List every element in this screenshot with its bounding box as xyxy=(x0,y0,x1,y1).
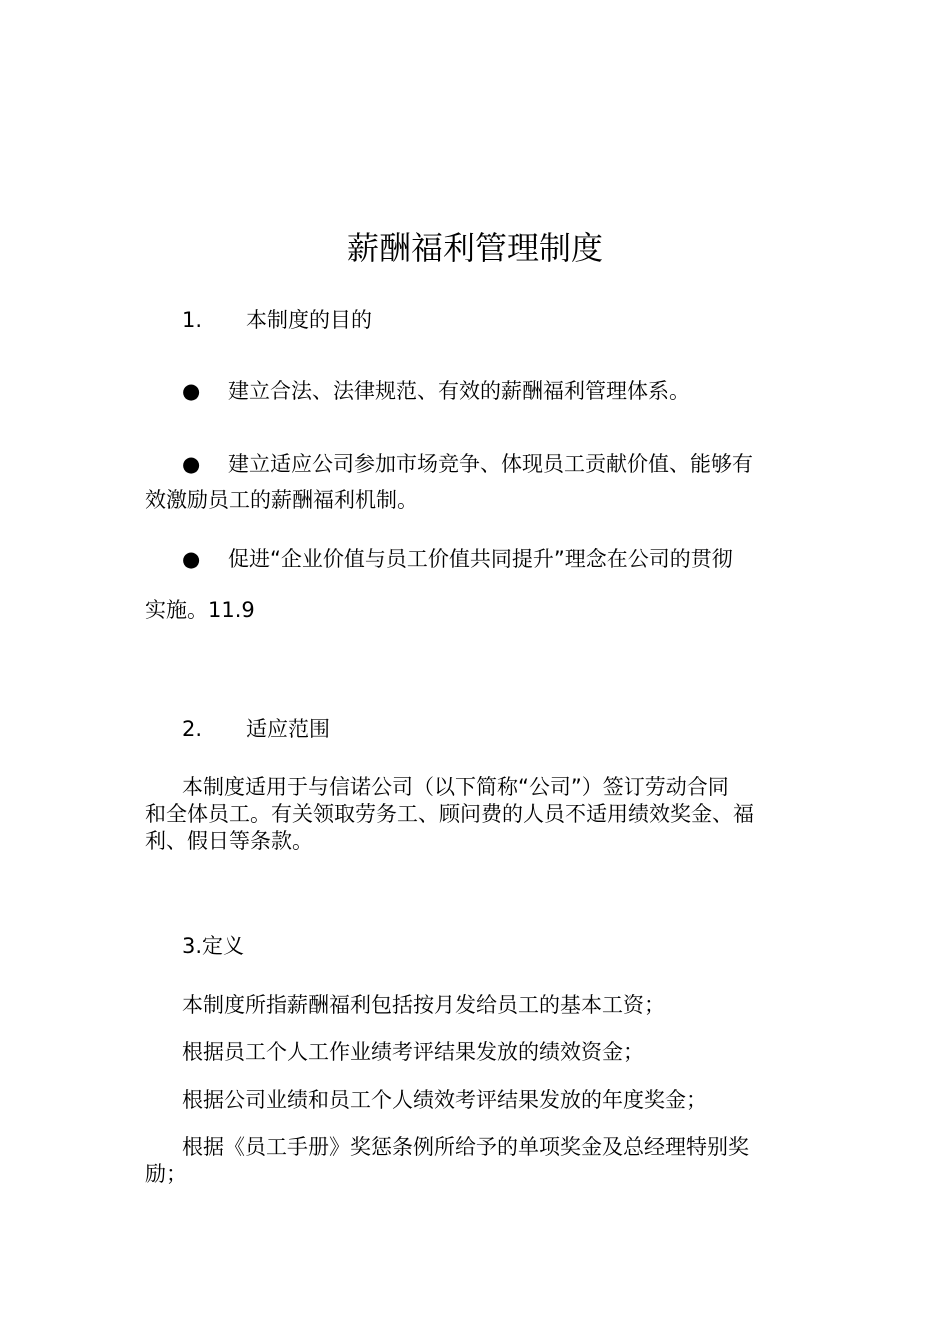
section-1-title: 本制度的目的 xyxy=(246,308,372,332)
bullet-dot-icon: ● xyxy=(182,452,201,476)
bullet-item-2 xyxy=(182,450,753,478)
bullet-item-2-text-line1: 建立适应公司参加市场竞争、体现员工贡献价值、能够有 xyxy=(228,452,753,476)
bullet-item-3-text-line1: 促进“企业价值与员工价值共同提升”理念在公司的贯彻 xyxy=(228,547,733,571)
bullet-item-2-text-line2: 效激励员工的薪酬福利机制。 xyxy=(145,488,418,512)
bullet-item-1-text: 建立合法、法律规范、有效的薪酬福利管理体系。 xyxy=(228,379,690,403)
definition-line-1: 本制度所指薪酬福利包括按月发给员工的基本工资； xyxy=(182,993,665,1017)
section-2-heading xyxy=(182,715,330,743)
bullet-dot-icon: ● xyxy=(182,547,201,571)
definition-line-2: 根据员工个人工作业绩考评结果发放的绩效资金； xyxy=(182,1040,644,1064)
definition-line-4-continued: 励； xyxy=(145,1162,187,1186)
section-2-number: 2. xyxy=(182,717,203,741)
bullet-item-3-text-line2: 实施。11.9 xyxy=(145,598,255,622)
section-1-heading xyxy=(182,306,372,334)
section-3-heading: 3.定义 xyxy=(182,934,245,958)
section-1-number: 1. xyxy=(182,308,203,332)
section-2-paragraph-line2: 和全体员工。有关领取劳务工、顾问费的人员不适用绩效奖金、福 xyxy=(145,802,754,826)
section-2-paragraph-line1: 本制度适用于与信诺公司（以下简称“公司”）签订劳动合同 xyxy=(182,775,729,799)
definition-line-3: 根据公司业绩和员工个人绩效考评结果发放的年度奖金； xyxy=(182,1088,707,1112)
bullet-dot-icon: ● xyxy=(182,379,201,403)
bullet-item-3 xyxy=(182,545,733,573)
bullet-item-1 xyxy=(182,377,690,405)
document-title: 薪酬福利管理制度 xyxy=(346,229,603,267)
section-2-paragraph-line3: 利、假日等条款。 xyxy=(145,829,313,853)
section-2-title: 适应范围 xyxy=(246,717,330,741)
definition-line-4: 根据《员工手册》奖惩条例所给予的单项奖金及总经理特别奖 xyxy=(182,1135,749,1159)
